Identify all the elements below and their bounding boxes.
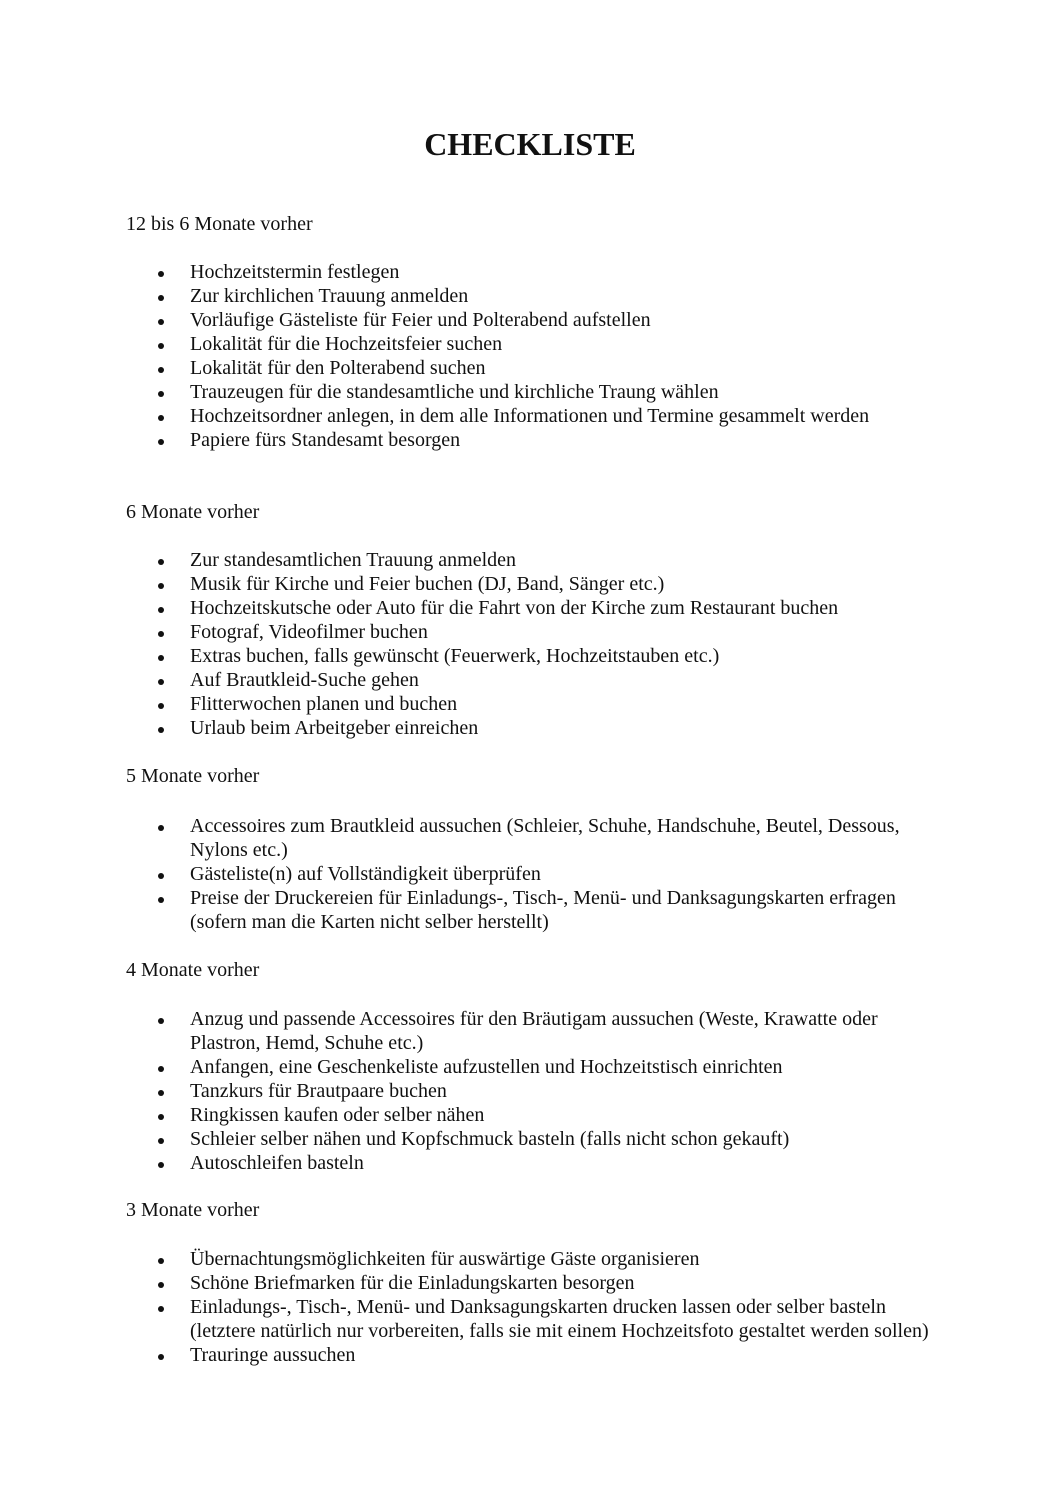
bullet-icon <box>158 607 164 613</box>
list-item <box>0 692 1060 716</box>
list-item <box>0 668 1060 692</box>
list-item <box>0 260 1060 284</box>
list-item-text: Musik für Kirche und Feier buchen (DJ, Band, Sänger etc.) <box>190 573 665 595</box>
list-item <box>0 1343 1060 1367</box>
list-item <box>0 1151 1060 1175</box>
list-item-text: Übernachtungsmöglichkeiten für auswärtige Gäste organisieren <box>190 1248 700 1270</box>
section-heading-5-months: 5 Monate vorher <box>126 765 260 787</box>
list-item-text: Preise der Druckereien für Einladungs-, Tisch-, Menü- und Danksagungskarten erfragen (sofern man die Karten nicht selber herstellt) <box>190 887 896 933</box>
bullet-icon <box>158 631 164 637</box>
list-item-text: Zur kirchlichen Trauung anmelden <box>190 285 469 307</box>
checklist-3-months <box>0 1247 1060 1367</box>
bullet-icon <box>158 1114 164 1120</box>
list-item <box>0 428 1060 452</box>
list-item <box>0 548 1060 572</box>
list-item-text: Anzug und passende Accessoires für den Bräutigam aussuchen (Weste, Krawatte oder Plastron, Hemd, Schuhe etc.) <box>190 1008 878 1054</box>
list-item <box>0 1103 1060 1127</box>
list-item-text: Vorläufige Gästeliste für Feier und Polterabend aufstellen <box>190 309 651 331</box>
checklist-12-6-months <box>0 260 1060 452</box>
list-item <box>0 308 1060 332</box>
list-item-text: Schöne Briefmarken für die Einladungskarten besorgen <box>190 1272 635 1294</box>
list-item <box>0 1079 1060 1103</box>
list-item-text: Hochzeitsordner anlegen, in dem alle Informationen und Termine gesammelt werden <box>190 405 870 427</box>
page-title: CHECKLISTE <box>424 126 636 162</box>
bullet-icon <box>158 1306 164 1312</box>
list-item-text: Hochzeitstermin festlegen <box>190 261 400 283</box>
list-item-text: Tanzkurs für Brautpaare buchen <box>190 1080 447 1102</box>
list-item-text: Anfangen, eine Geschenkeliste aufzustellen und Hochzeitstisch einrichten <box>190 1056 783 1078</box>
list-item <box>0 620 1060 644</box>
bullet-icon <box>158 415 164 421</box>
list-item <box>0 1271 1060 1295</box>
checklist-6-months <box>0 548 1060 740</box>
section-heading-4-months: 4 Monate vorher <box>126 959 260 981</box>
list-item <box>0 1295 1060 1343</box>
list-item-text: Trauzeugen für die standesamtliche und kirchliche Traung wählen <box>190 381 719 403</box>
list-item <box>0 284 1060 308</box>
bullet-icon <box>158 1066 164 1072</box>
section-heading-3-months: 3 Monate vorher <box>126 1199 260 1221</box>
list-item-text: Extras buchen, falls gewünscht (Feuerwerk, Hochzeitstauben etc.) <box>190 645 720 667</box>
list-item <box>0 332 1060 356</box>
bullet-icon <box>158 439 164 445</box>
bullet-icon <box>158 1282 164 1288</box>
bullet-icon <box>158 727 164 733</box>
bullet-icon <box>158 343 164 349</box>
bullet-icon <box>158 1162 164 1168</box>
list-item-text: Flitterwochen planen und buchen <box>190 693 458 715</box>
list-item <box>0 862 1060 886</box>
bullet-icon <box>158 367 164 373</box>
bullet-icon <box>158 295 164 301</box>
bullet-icon <box>158 583 164 589</box>
bullet-icon <box>158 559 164 565</box>
list-item <box>0 814 1060 862</box>
list-item-text: Gästeliste(n) auf Vollständigkeit überprüfen <box>190 863 541 885</box>
checklist-4-months <box>0 1007 1060 1175</box>
list-item <box>0 1007 1060 1055</box>
list-item-text: Hochzeitskutsche oder Auto für die Fahrt von der Kirche zum Restaurant buchen <box>190 597 839 619</box>
bullet-icon <box>158 825 164 831</box>
checklist-5-months <box>0 814 1060 934</box>
bullet-icon <box>158 319 164 325</box>
bullet-icon <box>158 703 164 709</box>
list-item <box>0 1055 1060 1079</box>
list-item-text: Papiere fürs Standesamt besorgen <box>190 429 461 451</box>
list-item-text: Einladungs-, Tisch-, Menü- und Danksagungskarten drucken lassen oder selber basteln (letztere natürlich nur vorbereiten, falls sie mit einem Hochzeitsfoto gestaltet werden sollen) <box>190 1296 929 1342</box>
list-item <box>0 380 1060 404</box>
list-item-text: Auf Brautkleid-Suche gehen <box>190 669 419 691</box>
list-item-text: Urlaub beim Arbeitgeber einreichen <box>190 717 479 739</box>
list-item-text: Accessoires zum Brautkleid aussuchen (Schleier, Schuhe, Handschuhe, Beutel, Dessous, Nylons etc.) <box>190 815 900 861</box>
bullet-icon <box>158 679 164 685</box>
list-item-text: Schleier selber nähen und Kopfschmuck basteln (falls nicht schon gekauft) <box>190 1128 790 1150</box>
bullet-icon <box>158 873 164 879</box>
list-item-text: Lokalität für die Hochzeitsfeier suchen <box>190 333 503 355</box>
list-item <box>0 886 1060 934</box>
list-item <box>0 356 1060 380</box>
section-heading-6-months: 6 Monate vorher <box>126 501 260 523</box>
bullet-icon <box>158 655 164 661</box>
list-item <box>0 572 1060 596</box>
list-item <box>0 404 1060 428</box>
bullet-icon <box>158 1354 164 1360</box>
list-item <box>0 716 1060 740</box>
bullet-icon <box>158 1258 164 1264</box>
list-item <box>0 1127 1060 1151</box>
bullet-icon <box>158 271 164 277</box>
list-item-text: Zur standesamtlichen Trauung anmelden <box>190 549 517 571</box>
list-item-text: Lokalität für den Polterabend suchen <box>190 357 486 379</box>
list-item-text: Trauringe aussuchen <box>190 1344 356 1366</box>
list-item-text: Ringkissen kaufen oder selber nähen <box>190 1104 485 1126</box>
bullet-icon <box>158 1090 164 1096</box>
bullet-icon <box>158 1018 164 1024</box>
bullet-icon <box>158 1138 164 1144</box>
bullet-icon <box>158 391 164 397</box>
section-heading-12-6-months: 12 bis 6 Monate vorher <box>126 213 313 235</box>
list-item-text: Fotograf, Videofilmer buchen <box>190 621 428 643</box>
list-item <box>0 596 1060 620</box>
list-item <box>0 644 1060 668</box>
list-item-text: Autoschleifen basteln <box>190 1152 364 1174</box>
list-item <box>0 1247 1060 1271</box>
bullet-icon <box>158 897 164 903</box>
